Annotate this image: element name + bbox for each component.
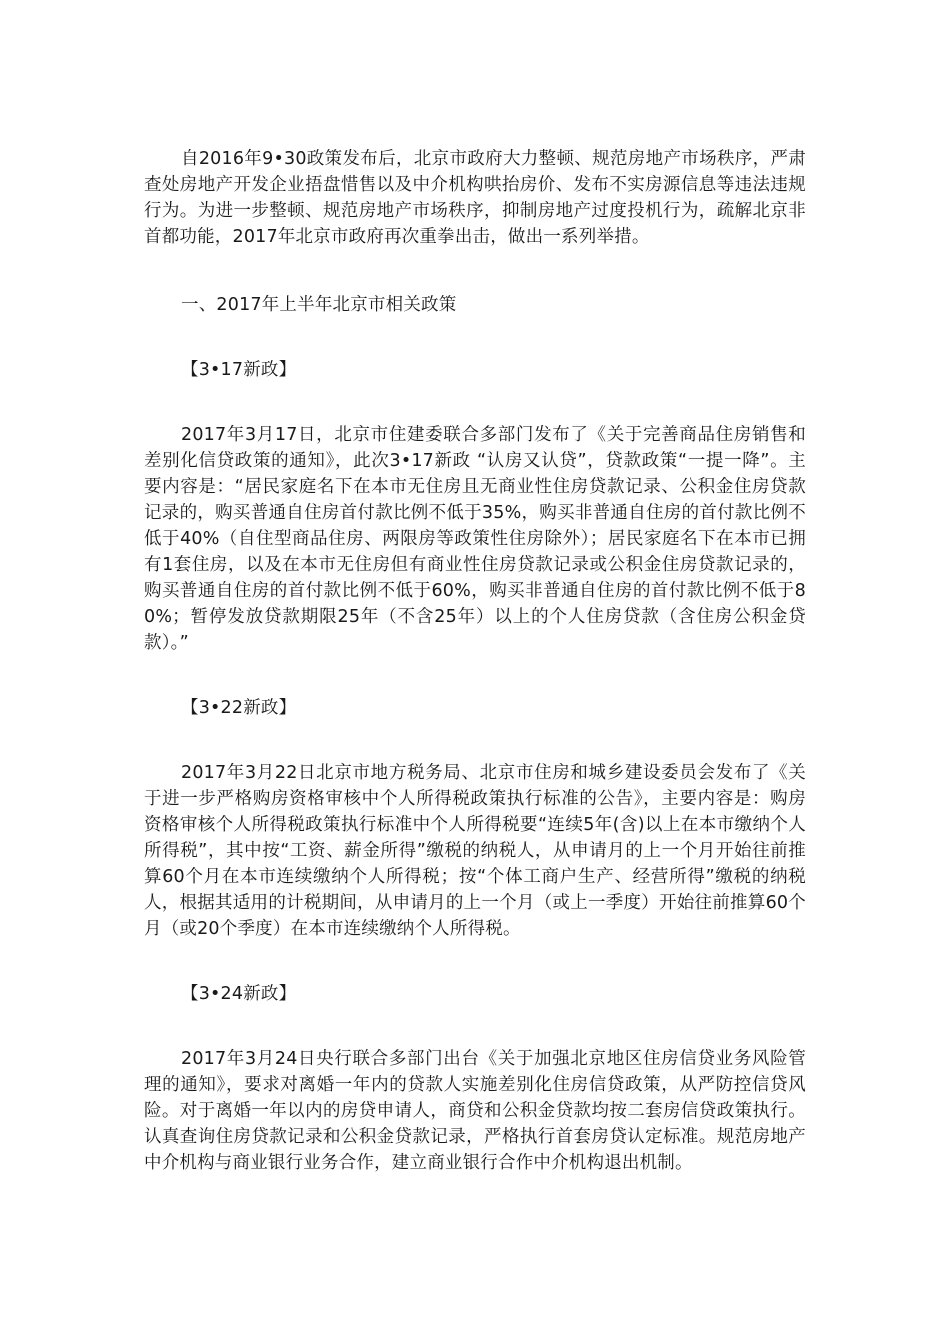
intro-paragraph: 自2016年9•30政策发布后，北京市政府大力整顿、规范房地产市场秩序，严肃查处房地产开发企业捂盘惜售以及中介机构哄抬房价、发布不实房源信息等违法违规行为。为进一步整顿、规范房地产市场秩序，抑制房地产过度投机行为，疏解北京非首都功能，2017年北京市政府再次重拳出击，做出一系列举措。	[144, 149, 806, 247]
policy-body-317: 2017年3月17日，北京市住建委联合多部门发布了《关于完善商品住房销售和差别化信贷政策的通知》，此次3•17新政 “认房又认贷”，贷款政策“一提一降”。主要内容是：“居民家庭名下在本市无住房且无商业性住房贷款记录、公积金住房贷款记录的，购买普通自住房首付款比例不低于35%，购买非普通自住房的首付款比例不低于40%（自住型商品住房、两限房等政策性住房除外）；居民家庭名下在本市已拥有1套住房，以及在本市无住房但有商业性住房贷款记录或公积金住房贷款记录的，购买普通自住房的首付款比例不低于60%，购买非普通自住房的首付款比例不低于80%；暂停发放贷款期限25年（不含25年）以上的个人住房贷款（含住房公积金贷款）。”	[144, 425, 806, 653]
policy-title-322: 【3•22新政】	[181, 698, 297, 718]
policy-body-324: 2017年3月24日央行联合多部门出台《关于加强北京地区住房信贷业务风险管理的通知》，要求对离婚一年内的贷款人实施差别化住房信贷政策，从严防控信贷风险。对于离婚一年以内的房贷申请人，商贷和公积金贷款均按二套房信贷政策执行。认真查询住房贷款记录和公积金贷款记录，严格执行首套房贷认定标准。规范房地产中介机构与商业银行业务合作，建立商业银行合作中介机构退出机制。	[144, 1049, 806, 1173]
policy-body-322: 2017年3月22日北京市地方税务局、北京市住房和城乡建设委员会发布了《关于进一步严格购房资格审核中个人所得税政策执行标准的公告》，主要内容是：购房资格审核个人所得税政策执行标准中个人所得税要“连续5年(含)以上在本市缴纳个人所得税”，其中按“工资、薪金所得”缴税的纳税人，从申请月的上一个月开始往前推算60个月在本市连续缴纳个人所得税；按“个体工商户生产、经营所得”缴税的纳税人，根据其适用的计税期间，从申请月的上一个月（或上一季度）开始往前推算60个月（或20个季度）在本市连续缴纳个人所得税。	[144, 763, 806, 939]
policy-title-324: 【3•24新政】	[181, 984, 297, 1004]
document-page	[144, 146, 806, 1176]
section-title: 一、2017年上半年北京市相关政策	[181, 295, 457, 315]
policy-title-317: 【3•17新政】	[181, 360, 297, 380]
